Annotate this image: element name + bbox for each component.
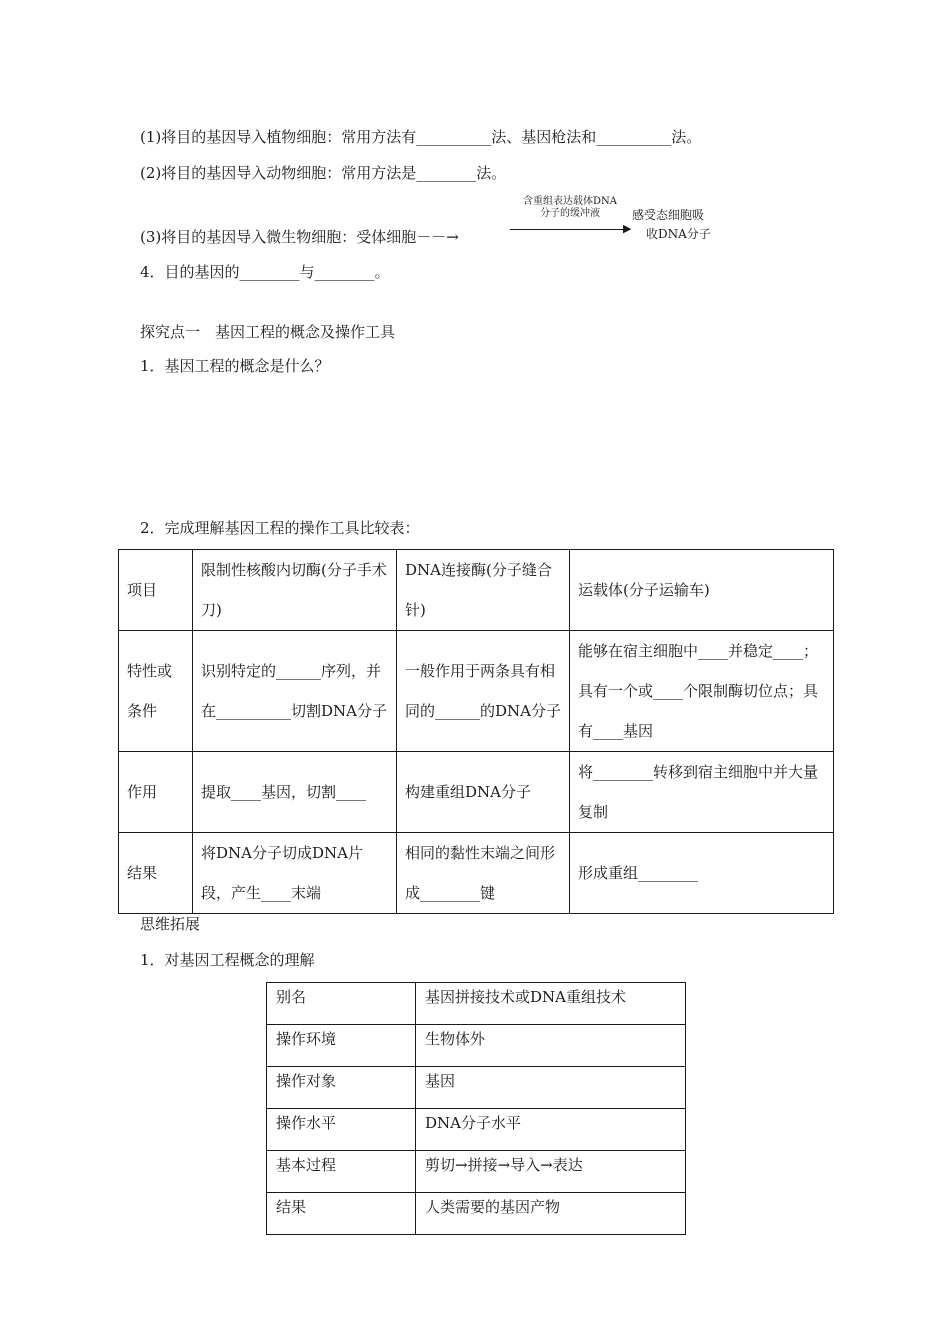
table-cell: 限制性核酸内切酶(分子手术刀)	[193, 550, 397, 631]
table-cell: 生物体外	[416, 1025, 686, 1067]
table-cell: 项目	[119, 550, 193, 631]
method-microbe-line: (3)将目的基因导入微生物细胞：受体细胞－－→	[140, 228, 459, 246]
table-cell: 运载体(分子运输车)	[570, 550, 834, 631]
table-cell: 剪切→拼接→导入→表达	[416, 1151, 686, 1193]
table-cell: 结果	[267, 1193, 416, 1235]
method-plant-line: (1)将目的基因导入植物细胞：常用方法有__________法、基因枪法和__________法。	[140, 128, 702, 146]
explore-heading: 探究点一 基因工程的概念及操作工具	[140, 323, 396, 341]
tools-comparison-table	[118, 549, 834, 914]
table-cell: 构建重组DNA分子	[397, 752, 570, 833]
arrow-shaft	[510, 229, 626, 230]
table-cell: 相同的黏性末端之间形成________键	[397, 833, 570, 914]
table-cell: 操作环境	[267, 1025, 416, 1067]
table-cell: 识别特定的______序列，并在__________切割DNA分子	[193, 631, 397, 752]
question-2: 2．完成理解基因工程的操作工具比较表：	[140, 519, 420, 537]
method-animal-line: (2)将目的基因导入动物细胞：常用方法是________法。	[140, 164, 507, 182]
understanding-heading: 1．对基因工程概念的理解	[140, 951, 315, 969]
table-cell: 一般作用于两条具有相同的______的DNA分子	[397, 631, 570, 752]
table-cell: DNA分子水平	[416, 1109, 686, 1151]
table-row	[267, 1025, 686, 1067]
table-cell: 能够在宿主细胞中____并稳定____；具有一个或____个限制酶切位点；具有____基因	[570, 631, 834, 752]
table-cell: 基本过程	[267, 1151, 416, 1193]
table-cell: DNA连接酶(分子缝合针)	[397, 550, 570, 631]
table-cell: 形成重组________	[570, 833, 834, 914]
arrow-label-bottom: 分子的缓冲液	[540, 208, 600, 219]
table-cell: 提取____基因，切割____	[193, 752, 397, 833]
table-cell: 将________转移到宿主细胞中并大量复制	[570, 752, 834, 833]
table-row	[119, 833, 834, 914]
reaction-arrow	[508, 196, 720, 246]
table-cell: 特性或条件	[119, 631, 193, 752]
table-row	[267, 983, 686, 1025]
item-4-line: 4．目的基因的________与________。	[140, 263, 390, 281]
table-cell: 结果	[119, 833, 193, 914]
table-cell: 作用	[119, 752, 193, 833]
question-1: 1．基因工程的概念是什么？	[140, 357, 330, 375]
table-row	[267, 1193, 686, 1235]
table-cell: 基因	[416, 1067, 686, 1109]
arrow-result-bottom: 收DNA分子	[646, 227, 711, 241]
arrow-head-icon: ▶	[623, 222, 632, 235]
table-cell: 操作水平	[267, 1109, 416, 1151]
table-cell: 操作对象	[267, 1067, 416, 1109]
table-row	[267, 1151, 686, 1193]
table-cell: 别名	[267, 983, 416, 1025]
table-row	[267, 1067, 686, 1109]
table-row	[267, 1109, 686, 1151]
table-cell: 人类需要的基因产物	[416, 1193, 686, 1235]
arrow-label-top: 含重组表达载体DNA	[523, 196, 617, 207]
table-cell: 基因拼接技术或DNA重组技术	[416, 983, 686, 1025]
concept-table	[266, 982, 686, 1235]
thinking-heading: 思维拓展	[140, 915, 201, 933]
table-row	[119, 550, 834, 631]
table-cell: 将DNA分子切成DNA片段，产生____末端	[193, 833, 397, 914]
arrow-result-top: 感受态细胞吸	[632, 208, 705, 222]
table-row	[119, 752, 834, 833]
table-row	[119, 631, 834, 752]
